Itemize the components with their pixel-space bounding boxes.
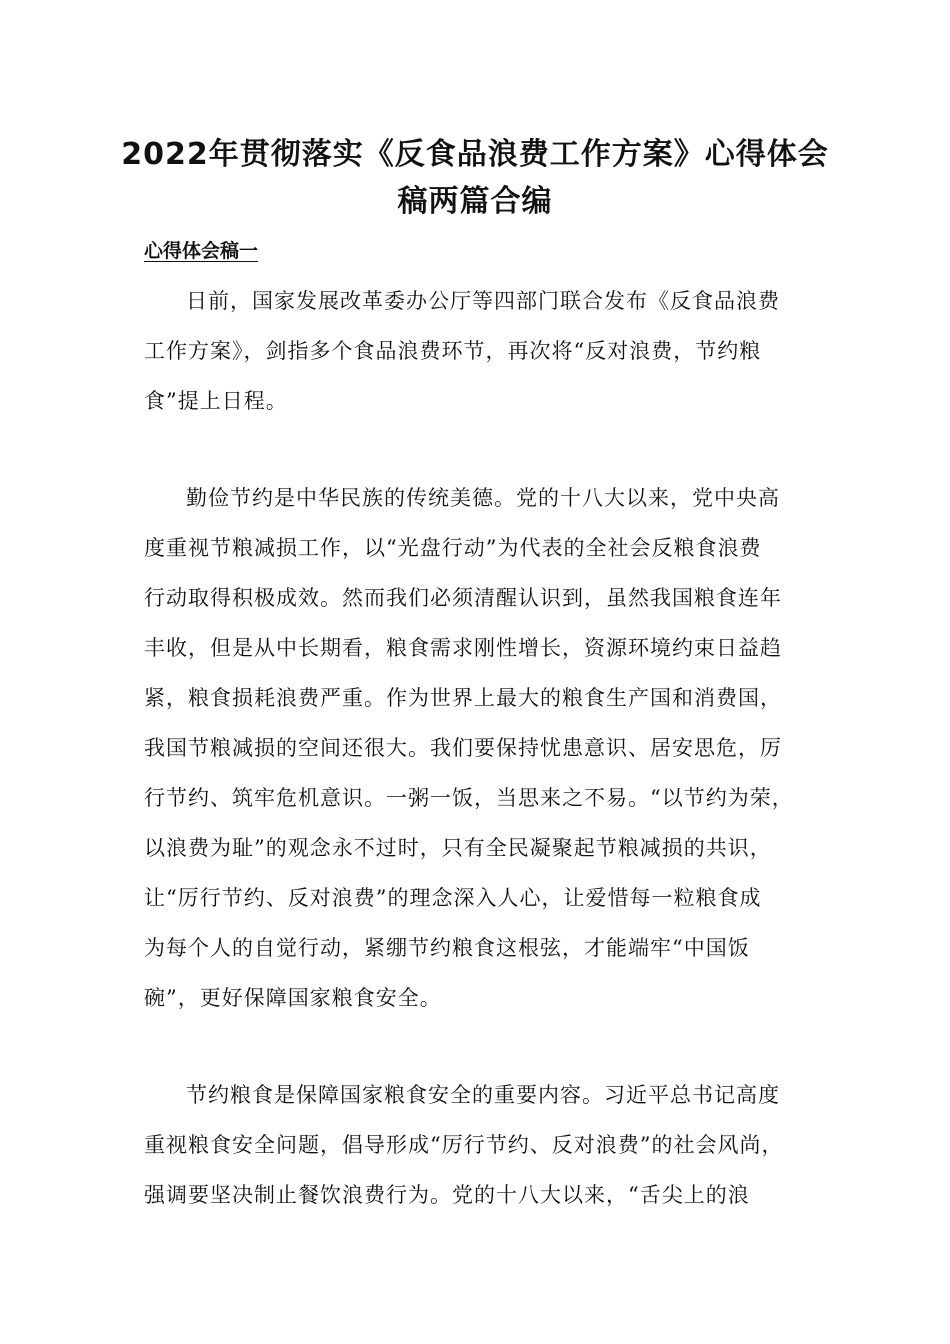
paragraph-line: 日前，国家发展改革委办公厅等四部门联合发布《反食品浪费 <box>186 289 780 313</box>
paragraph-line: 度重视节粮减损工作，以“光盘行动”为代表的全社会反粮食浪费 <box>144 536 762 560</box>
paragraph-line: 为每个人的自觉行动，紧绷节约粮食这根弦，才能端牢“中国饭 <box>144 936 750 960</box>
document-title-line2: 稿两篇合编 <box>397 184 553 219</box>
paragraph-line: 紧，粮食损耗浪费严重。作为世界上最大的粮食生产国和消费国， <box>144 686 782 710</box>
paragraph-line: 碗”，更好保障国家粮食安全。 <box>144 986 442 1010</box>
paragraph-line: 节约粮食是保障国家粮食安全的重要内容。习近平总书记高度 <box>186 1083 780 1107</box>
paragraph-line: 行动取得积极成效。然而我们必须清醒认识到，虽然我国粮食连年 <box>144 586 782 610</box>
paragraph-line: 食”提上日程。 <box>144 389 288 413</box>
paragraph-line: 我国节粮减损的空间还很大。我们要保持忧患意识、居安思危，厉 <box>144 736 782 760</box>
paragraph-line: 丰收，但是从中长期看，粮食需求刚性增长，资源环境约束日益趋 <box>144 636 782 660</box>
paragraph-line: 勤俭节约是中华民族的传统美德。党的十八大以来，党中央高 <box>186 486 780 510</box>
paragraph-line: 工作方案》，剑指多个食品浪费环节，再次将“反对浪费，节约粮 <box>144 339 762 363</box>
paragraph-line: 重视粮食安全问题，倡导形成“厉行节约、反对浪费”的社会风尚， <box>144 1133 784 1157</box>
paragraph-line: 以浪费为耻”的观念永不过时，只有全民凝聚起节粮减损的共识， <box>144 836 772 860</box>
paragraph-line: 强调要坚决制止餐饮浪费行为。党的十八大以来，“舌尖上的浪 <box>144 1183 750 1207</box>
paragraph-line: 行节约、筑牢危机意识。一粥一饭，当思来之不易。“以节约为荣， <box>144 786 794 810</box>
paragraph-line: 让“厉行节约、反对浪费”的理念深入人心，让爱惜每一粒粮食成 <box>144 886 762 910</box>
section-heading: 心得体会稿一 <box>144 240 259 262</box>
document-title-line1: 2022年贯彻落实《反食品浪费工作方案》心得体会 <box>121 137 829 172</box>
